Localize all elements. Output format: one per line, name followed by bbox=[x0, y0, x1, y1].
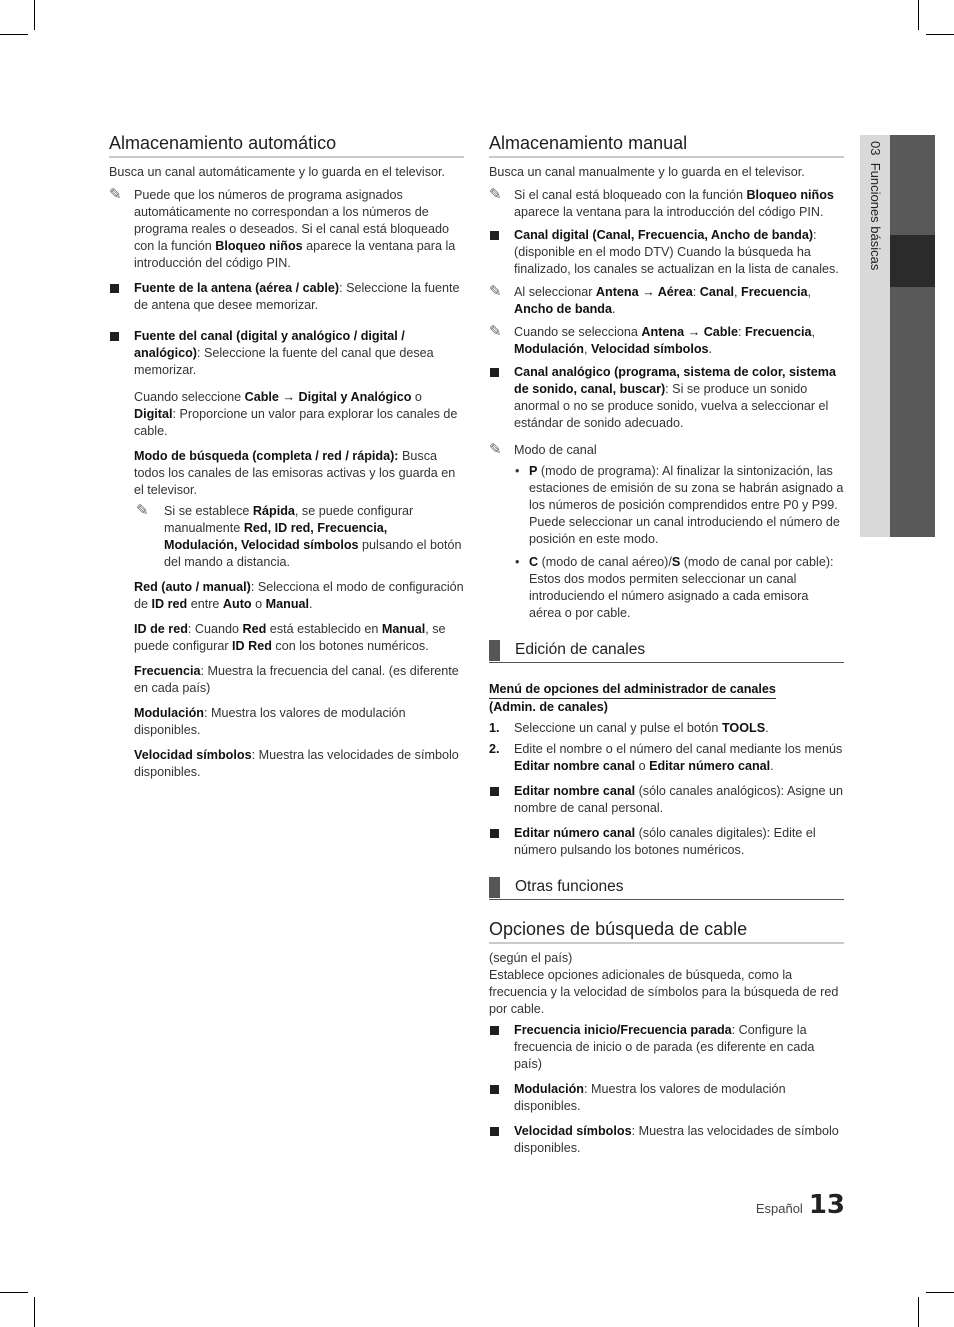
step-item: 2. Edite el nombre o el número del canal mediante los menús Editar nombre canal o Editar número canal. bbox=[489, 742, 843, 773]
language-label: Español bbox=[755, 1201, 803, 1216]
country-note: (según el país) bbox=[489, 951, 573, 965]
page-footer bbox=[700, 1190, 845, 1220]
bullet-item: Canal digital (Canal, Frecuencia, Ancho de banda): (disponible en el modo DTV) Cuando la búsqueda ha finalizado, los canales se actualizan en la lista de canales. bbox=[489, 227, 844, 278]
right-column bbox=[489, 132, 844, 1165]
bullet-item: Canal analógico (programa, sistema de color, sistema de sonido, canal, buscar): Si se produce un sonido anormal o no se produce sonido, vuelva a seleccionar el estándar de sonido adecuado. bbox=[489, 364, 844, 432]
auto-intro: Busca un canal automáticamente y lo guarda en el televisor. bbox=[109, 165, 446, 179]
square-bullet-icon bbox=[490, 368, 499, 377]
square-bullet-icon bbox=[490, 1085, 499, 1094]
crop-mark bbox=[918, 0, 919, 30]
crop-mark bbox=[34, 0, 35, 30]
subsection-title-edit: Edición de canales bbox=[489, 640, 844, 663]
pencil-note-icon: ✎ bbox=[489, 283, 502, 300]
cable-intro: Establece opciones adicionales de búsqueda, como la frecuencia y la velocidad de símbolos para la búsqueda de red por cable. bbox=[489, 968, 839, 1016]
bullet-item: Editar nombre canal (sólo canales analógicos): Asigne un nombre de canal personal. bbox=[489, 783, 844, 817]
pencil-note-icon: ✎ bbox=[489, 186, 502, 203]
crop-mark bbox=[0, 34, 28, 35]
paragraph: Red (auto / manual): Selecciona el modo de configuración de ID red entre Auto o Manual. bbox=[134, 580, 464, 611]
paragraph: Cuando seleccione Cable → Digital y Analógico o Digital: Proporcione un valor para explorar los canales de cable. bbox=[134, 390, 458, 438]
bullet-item: Frecuencia inicio/Frecuencia parada: Configure la frecuencia de inicio o de parada (es diferente en cada país) bbox=[489, 1022, 844, 1073]
bullet-item: Velocidad símbolos: Muestra las velocidades de símbolo disponibles. bbox=[489, 1123, 844, 1157]
paragraph: ID de red: Cuando Red está establecido en Manual, se puede configurar ID Red con los botones numéricos. bbox=[134, 622, 446, 653]
paragraph: Frecuencia: Muestra la frecuencia del canal. (es diferente en cada país) bbox=[134, 664, 459, 695]
crop-mark bbox=[926, 34, 954, 35]
manual-intro: Busca un canal manualmente y lo guarda en el televisor. bbox=[489, 165, 805, 179]
note-block: ✎ Si el canal está bloqueado con la función Bloqueo niños aparece la ventana para la introducción del código PIN. bbox=[489, 186, 834, 219]
dot-item: • C (modo de canal aéreo)/S (modo de canal por cable): Estos dos modos permiten seleccionar un canal introduciendo el número asignado a cada emisora aérea o por cable. bbox=[515, 555, 834, 620]
square-bullet-icon bbox=[490, 1127, 499, 1136]
page-number: 13 bbox=[808, 1190, 845, 1220]
chapter-indicator bbox=[890, 235, 935, 287]
crop-mark bbox=[0, 1292, 28, 1293]
dot-item: • P (modo de programa): Al finalizar la sintonización, las estaciones de emisión de su zona se habrán asignado a los números de posición comprendidos entre P0 y P99. Puede seleccionar un canal introduciendo el número de posición en este modo. bbox=[515, 464, 844, 546]
square-bullet-icon bbox=[490, 231, 499, 240]
note-block: ✎ Si se establece Rápida, se puede configurar manualmente Red, ID red, Frecuencia, Modulación, Velocidad símbolos pulsando el botón del mando a distancia. bbox=[136, 502, 462, 569]
dot-bullet-icon: • bbox=[515, 555, 520, 569]
pencil-note-icon: ✎ bbox=[489, 323, 502, 340]
note-block: ✎ Al seleccionar Antena → Aérea: Canal, Frecuencia, Ancho de banda. bbox=[489, 283, 812, 316]
step-item: 1. Seleccione un canal y pulse el botón TOOLS. bbox=[489, 721, 769, 735]
square-bullet-icon bbox=[490, 787, 499, 796]
chapter-label: 03 Funciones básicas bbox=[868, 141, 883, 271]
section-title-auto: Almacenamiento automático bbox=[109, 132, 464, 158]
bullet-item: Editar número canal (sólo canales digitales): Edite el número pulsando los botones numéricos. bbox=[489, 825, 844, 859]
bullet-item: Fuente del canal (digital y analógico / digital / analógico): Seleccione la fuente del canal que desea memorizar. bbox=[109, 328, 464, 379]
section-title-manual: Almacenamiento manual bbox=[489, 132, 844, 158]
note-block: ✎ Cuando se selecciona Antena → Cable: Frecuencia, Modulación, Velocidad símbolos. bbox=[489, 323, 815, 356]
crop-mark bbox=[926, 1292, 954, 1293]
square-bullet-icon bbox=[490, 1026, 499, 1035]
pencil-note-icon: ✎ bbox=[489, 441, 502, 458]
section-title-cable: Opciones de búsqueda de cable bbox=[489, 918, 844, 944]
pencil-note-icon: ✎ bbox=[109, 186, 122, 203]
bullet-item: Fuente de la antena (aérea / cable): Seleccione la fuente de antena que desee memorizar. bbox=[109, 280, 464, 314]
square-bullet-icon bbox=[110, 332, 119, 341]
menu-path-sub: (Admin. de canales) bbox=[489, 700, 608, 714]
paragraph: Velocidad símbolos: Muestra las velocidades de símbolo disponibles. bbox=[134, 748, 459, 779]
bullet-item: Modulación: Muestra los valores de modulación disponibles. bbox=[489, 1081, 844, 1115]
pencil-note-icon: ✎ bbox=[136, 502, 149, 519]
subsection-title-other: Otras funciones bbox=[489, 877, 844, 900]
note-block: ✎ Modo de canal bbox=[489, 441, 597, 458]
dot-bullet-icon: • bbox=[515, 464, 520, 478]
left-column bbox=[109, 132, 464, 789]
square-bullet-icon bbox=[110, 284, 119, 293]
crop-mark bbox=[34, 1297, 35, 1327]
note-block: ✎ Puede que los números de programa asignados automáticamente no correspondan a los números de programa reales o deseados. Si el canal está bloqueado con la función Bloqueo niños aparece la ventana para la introducción del código PIN. bbox=[109, 186, 456, 270]
square-bullet-icon bbox=[490, 829, 499, 838]
crop-mark bbox=[918, 1297, 919, 1327]
paragraph: Modo de búsqueda (completa / red / rápida): Busca todos los canales de las emisoras activas y los guarda en el televisor. bbox=[134, 449, 456, 497]
chapter-side-tab bbox=[860, 135, 935, 537]
paragraph: Modulación: Muestra los valores de modulación disponibles. bbox=[134, 706, 406, 737]
menu-path: Menú de opciones del administrador de canales bbox=[489, 681, 844, 699]
